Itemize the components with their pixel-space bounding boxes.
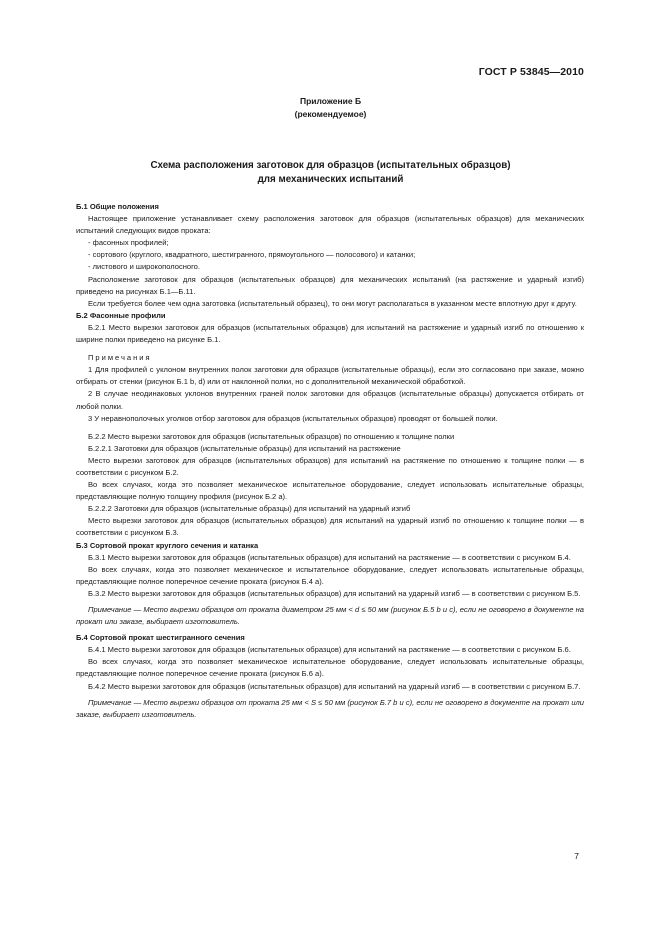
paragraph: Б.4.1 Место вырезки заготовок для образцов (испытательных образцов) для испытаний на растяжение — в соответствии с рисунком Б.6. bbox=[88, 645, 571, 655]
paragraph: Место вырезки заготовок для образцов (испытательных образцов) для испытаний на растяжение по отношению к толщине полки — в соответствии с рисунком Б.2. bbox=[76, 455, 584, 477]
note-item: 2 В случае неодинаковых уклонов внутренних граней полок заготовки для образцов (испытательные образцы) допускается отбирать от любой полки. bbox=[76, 389, 584, 411]
subsection-heading: Б.2.2.2 Заготовки для образцов (испытательные образцы) для испытаний на ударный изгиб bbox=[88, 504, 411, 514]
paragraph: Б.3.2 Место вырезки заготовок для образцов (испытательных образцов) для испытаний на ударный изгиб — в соответствии с рисунком Б.5. bbox=[88, 588, 581, 598]
paragraph: Расположение заготовок для образцов (испытательных образцов) для механических испытаний (на растяжение и ударный изгиб) приведено на рисунках Б.1—Б.11. bbox=[76, 274, 584, 296]
paragraph: Во всех случаях, когда это позволяет механическое испытательное оборудование, следует использовать испытательные образцы, представляющие полную толщину профиля (рисунок Б.2 а). bbox=[76, 480, 584, 502]
note-item: 1 Для профилей с уклоном внутренних полок заготовки для образцов (испытательные образцы), если это согласовано при заказе, можно отбирать от стенки (рисунок Б.1 b, d) или от наклонной полки, но с дополнительной механической обработкой. bbox=[76, 365, 584, 387]
notes-heading: Примечания bbox=[88, 353, 152, 363]
annex-status: (рекомендуемое) bbox=[294, 109, 367, 119]
list-item: - фасонных профилей; bbox=[88, 238, 169, 248]
paragraph: Б.3.1 Место вырезки заготовок для образцов (испытательных образцов) для испытаний на растяжение — в соответствии с рисунком Б.4. bbox=[88, 552, 571, 562]
annex-title-line-1: Схема расположения заготовок для образцов (испытательных образцов) bbox=[150, 160, 511, 171]
subsection-heading: Б.2.2.1 Заготовки для образцов (испытательные образцы) для испытаний на растяжение bbox=[88, 443, 401, 453]
list-item: - сортового (круглого, квадратного, шестигранного, прямоугольного — полосового) и катанки; bbox=[88, 250, 416, 260]
annex-title bbox=[0, 159, 661, 187]
annex-title-line-2: для механических испытаний bbox=[257, 174, 404, 185]
section-heading: Б.3 Сортовой прокат круглого сечения и катанка bbox=[76, 540, 259, 550]
paragraph: Место вырезки заготовок для образцов (испытательных образцов) для испытаний на ударный изгиб по отношению к толщине полки — в соответствии с рисунком Б.3. bbox=[76, 516, 584, 538]
paragraph: Б.2.1 Место вырезки заготовок для образцов (испытательных образцов) для испытаний на растяжение и ударный изгиб по отношению к ширине полки приведено на рисунке Б.1. bbox=[76, 322, 584, 345]
annex-heading bbox=[0, 95, 661, 121]
page-number: 7 bbox=[574, 851, 579, 861]
section-heading: Б.2 Фасонные профили bbox=[76, 310, 166, 320]
annex-label: Приложение Б bbox=[299, 96, 362, 106]
note: Примечание — Место вырезки образцов от проката 25 мм < S ≤ 50 мм (рисунок Б.7 b и с), если не оговорено в документе на прокат или заказе, выбирает изготовитель. bbox=[76, 697, 584, 719]
document-body bbox=[76, 201, 584, 721]
note: Примечание — Место вырезки образцов от проката диаметром 25 мм < d ≤ 50 мм (рисунок Б.5 b и с), если не оговорено в документе на прокат или заказе, выбирает изготовитель. bbox=[76, 605, 584, 627]
paragraph: Б.2.2 Место вырезки заготовок для образцов (испытательных образцов) по отношению к толщине полки bbox=[88, 431, 455, 441]
section-heading: Б.4 Сортовой прокат шестигранного сечения bbox=[76, 633, 245, 643]
paragraph: Б.4.2 Место вырезки заготовок для образцов (испытательных образцов) для испытаний на ударный изгиб — в соответствии с рисунком Б.7. bbox=[88, 681, 581, 691]
note-item: 3 У неравнополочных уголков отбор заготовок для образцов (испытательных образцов) проводят от большей полки. bbox=[88, 413, 498, 423]
paragraph: Настоящее приложение устанавливает схему расположения заготовок для образцов (испытательных образцов) для механических испытаний следующих видов проката: bbox=[76, 214, 584, 236]
list-item: - листового и широкополосного. bbox=[88, 262, 200, 272]
section-heading: Б.1 Общие положения bbox=[76, 202, 159, 211]
paragraph: Если требуется более чем одна заготовка (испытательный образец), то они могут располагаться в указанном месте вплотную друг к другу. bbox=[88, 298, 577, 308]
paragraph: Во всех случаях, когда это позволяет механическое испытательное оборудование, следует использовать испытательные образцы, представляющие полное поперечное сечение проката (рисунок Б.6 а). bbox=[76, 657, 584, 679]
standard-number: ГОСТ Р 53845—2010 bbox=[478, 66, 584, 78]
paragraph: Во всех случаях, когда это позволяет механическое и испытательное оборудование, следует использовать испытательные образцы, представляющие полное поперечное сечение проката (рисунок Б.4 а). bbox=[76, 564, 584, 586]
